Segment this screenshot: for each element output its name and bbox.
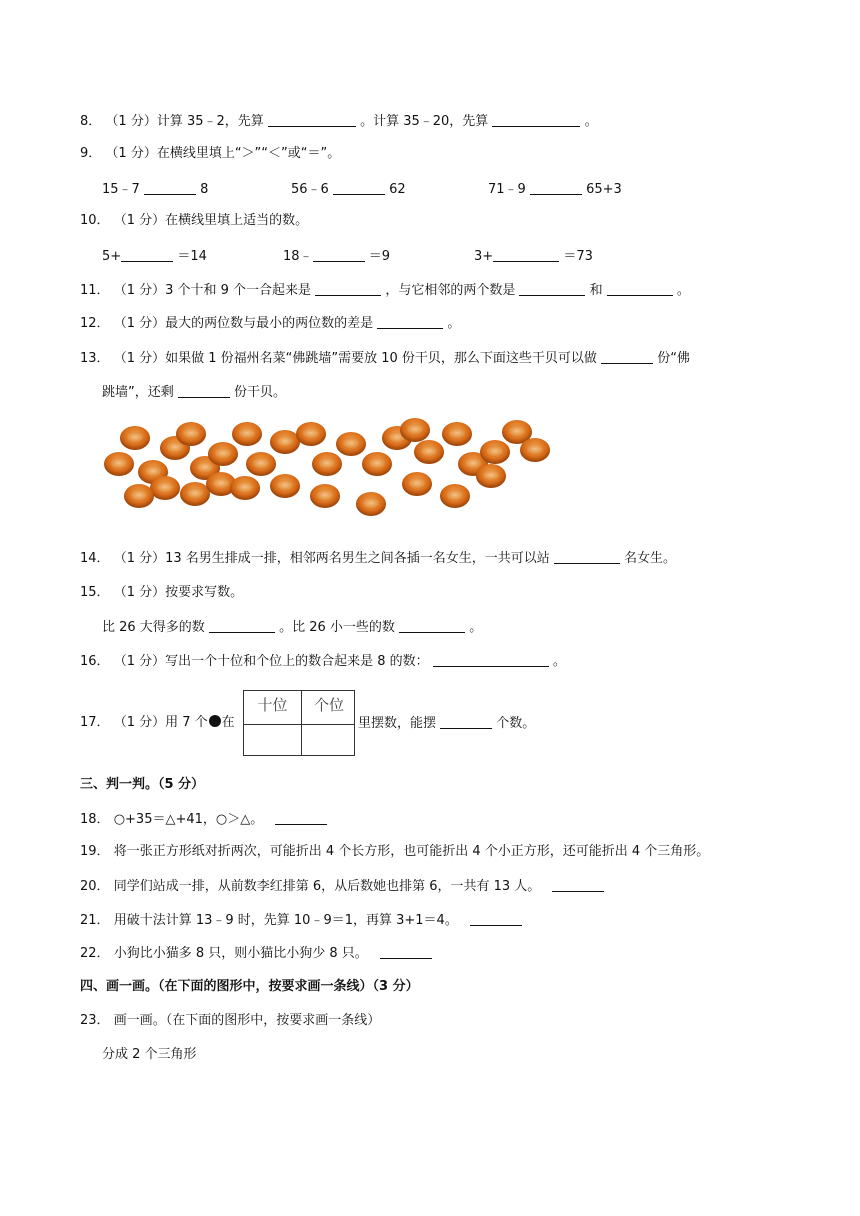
question-22 (80, 944, 432, 963)
question-text: 同学们站成一排，从前数李红排第 6，从后数她也排第 6，一共有 13 人。 (113, 879, 541, 894)
item-left: 18﹣ (283, 249, 313, 264)
question-23 (80, 1012, 380, 1030)
question-text: 跳墙”，还剩 (102, 385, 174, 400)
question-text: 在 (221, 715, 235, 730)
question-number: 10． (80, 213, 110, 228)
question-text: 用破十法计算 13﹣9 时，先算 10﹣9＝1，再算 3+1＝4。 (113, 913, 458, 928)
question-number: 13． (80, 351, 110, 366)
question-14 (80, 549, 676, 568)
question-text: （1 分）写出一个十位和个位上的数合起来是 8 的数： (113, 654, 429, 669)
question-text: （1 分）在横线里填上“＞”“＜”或“＝”。 (105, 146, 341, 161)
compare-item (291, 178, 406, 197)
scallop-bowl (124, 484, 154, 508)
scallop-bowl (520, 438, 550, 462)
question-text: （1 分）在横线里填上适当的数。 (113, 213, 309, 228)
scallop-bowl (150, 476, 180, 500)
scallop-bowl (232, 422, 262, 446)
answer-blank[interactable] (399, 618, 465, 633)
question-text: 画一画。（在下面的图形中，按要求画一条线） (113, 1013, 381, 1028)
question-11 (80, 281, 690, 300)
answer-blank[interactable] (209, 618, 275, 633)
question-19 (80, 843, 709, 861)
question-text: 。 (469, 620, 483, 635)
question-20 (80, 877, 604, 896)
question-text: 比 26 大得多的数 (102, 620, 205, 635)
item-right: 65+3 (586, 182, 622, 197)
item-right: ＝73 (563, 249, 593, 264)
section-heading: 四、画一画。（在下面的图形中，按要求画一条线）（3 分） (80, 979, 419, 994)
tens-header: 十位 (244, 691, 302, 724)
question-number: 8． (80, 114, 102, 129)
question-number: 12． (80, 316, 110, 331)
answer-blank[interactable] (333, 180, 385, 195)
question-text: （1 分）计算 35﹣2，先算 (105, 114, 264, 129)
scallop-bowl (120, 426, 150, 450)
answer-blank[interactable] (268, 112, 356, 127)
answer-blank[interactable] (144, 180, 196, 195)
answer-blank[interactable] (121, 247, 173, 262)
item-right: ＝14 (177, 249, 207, 264)
scallop-bowl (356, 492, 386, 516)
scallop-bowl (176, 422, 206, 446)
question-number: 9． (80, 146, 102, 161)
question-text: （1 分）最大的两位数与最小的两位数的差是 (113, 316, 374, 331)
question-text: 。计算 35﹣20，先算 (360, 114, 489, 129)
scallop-bowl (230, 476, 260, 500)
question-text: 。 (584, 114, 598, 129)
question-text: 。 (676, 283, 690, 298)
scallop-bowl (362, 452, 392, 476)
answer-blank[interactable] (315, 281, 381, 296)
item-right: 8 (200, 182, 209, 197)
scallop-bowl (104, 452, 134, 476)
scallop-bowl (400, 418, 430, 442)
question-text: 小狗比小猫多 8 只，则小猫比小狗少 8 只。 (113, 946, 368, 961)
scallop-bowls-image (100, 412, 536, 532)
item-left: 56﹣6 (291, 182, 329, 197)
question-number: 19． (80, 844, 110, 859)
question-text: （1 分）按要求写数。 (113, 585, 244, 600)
scallop-bowl (310, 484, 340, 508)
fill-item (102, 245, 207, 264)
item-right: ＝9 (368, 249, 390, 264)
question-number: 15． (80, 585, 110, 600)
question-text: 份“佛 (657, 351, 690, 366)
question-text: ○+35＝△+41，○＞△。 (113, 812, 264, 827)
answer-blank[interactable] (275, 810, 327, 825)
scallop-bowl (402, 472, 432, 496)
question-text: 和 (589, 283, 603, 298)
scallop-bowl (296, 422, 326, 446)
question-17 (80, 714, 235, 732)
section-heading: 三、判一判。（5 分） (80, 777, 205, 792)
answer-blank[interactable] (440, 714, 492, 729)
question-number: 11． (80, 283, 110, 298)
solid-dot-icon (209, 715, 221, 727)
scallop-bowl (208, 442, 238, 466)
fill-item (283, 245, 390, 264)
question-text: 里摆数，能摆 (358, 716, 437, 731)
question-15 (80, 584, 243, 602)
item-left: 71﹣9 (488, 182, 526, 197)
answer-blank[interactable] (493, 247, 559, 262)
question-15-sub (102, 618, 482, 637)
question-text: （1 分）13 名男生排成一排，相邻两名男生之间各插一名女生，一共可以站 (113, 551, 550, 566)
question-12 (80, 314, 460, 333)
scallop-bowl (480, 440, 510, 464)
scallop-bowl (440, 484, 470, 508)
answer-blank[interactable] (313, 247, 365, 262)
scallop-bowl (270, 474, 300, 498)
place-value-table (243, 690, 355, 756)
scallop-bowl (336, 432, 366, 456)
question-number: 20． (80, 879, 110, 894)
compare-item (488, 178, 622, 197)
fill-item (474, 245, 593, 264)
question-text: （1 分）用 7 个 (113, 715, 208, 730)
compare-item (102, 178, 208, 197)
answer-blank[interactable] (607, 281, 673, 296)
answer-blank[interactable] (470, 911, 522, 926)
scallop-bowl (442, 422, 472, 446)
answer-blank[interactable] (552, 877, 604, 892)
answer-blank[interactable] (178, 383, 230, 398)
item-left: 3+ (474, 249, 494, 264)
question-8 (80, 112, 598, 131)
question-number: 18． (80, 812, 110, 827)
answer-blank[interactable] (492, 112, 580, 127)
question-23-sub: 分成 2 个三角形 (102, 1047, 197, 1062)
table-divider (301, 691, 302, 755)
scallop-bowl (414, 440, 444, 464)
question-17-tail (358, 714, 535, 733)
scallop-bowl (312, 452, 342, 476)
question-text: 。 (447, 316, 461, 331)
question-number: 21． (80, 913, 110, 928)
table-divider (244, 724, 354, 725)
question-16 (80, 652, 566, 671)
question-13 (80, 349, 690, 368)
question-text: （1 分）如果做 1 份福州名菜“佛跳墙”需要放 10 份干贝，那么下面这些干贝可以做 (113, 351, 597, 366)
question-10 (80, 212, 308, 230)
scallop-bowl (476, 464, 506, 488)
answer-blank[interactable] (554, 549, 620, 564)
question-number: 17． (80, 715, 110, 730)
question-18 (80, 810, 327, 829)
question-text: ，与它相邻的两个数是 (385, 283, 516, 298)
question-number: 16． (80, 654, 110, 669)
question-text: 名女生。 (624, 551, 677, 566)
scallop-bowl (246, 452, 276, 476)
answer-blank[interactable] (380, 944, 432, 959)
answer-blank[interactable] (530, 180, 582, 195)
answer-blank[interactable] (433, 652, 549, 667)
item-right: 62 (389, 182, 406, 197)
question-text: 。 (552, 654, 566, 669)
item-left: 5+ (102, 249, 122, 264)
answer-blank[interactable] (601, 349, 653, 364)
question-text: 份干贝。 (234, 385, 287, 400)
question-number: 23． (80, 1013, 110, 1028)
question-number: 14． (80, 551, 110, 566)
answer-blank[interactable] (519, 281, 585, 296)
question-text: 个数。 (496, 716, 536, 731)
question-13-line2 (102, 383, 286, 402)
question-text: 。比 26 小一些的数 (279, 620, 395, 635)
question-text: 将一张正方形纸对折两次，可能折出 4 个长方形，也可能折出 4 个小正方形，还可能折出 4 个三角形。 (113, 844, 710, 859)
ones-header: 个位 (313, 696, 344, 714)
question-9 (80, 145, 340, 163)
question-21 (80, 911, 522, 930)
question-text: （1 分）3 个十和 9 个一合起来是 (113, 283, 312, 298)
item-left: 15﹣7 (102, 182, 140, 197)
question-number: 22． (80, 946, 110, 961)
answer-blank[interactable] (377, 314, 443, 329)
